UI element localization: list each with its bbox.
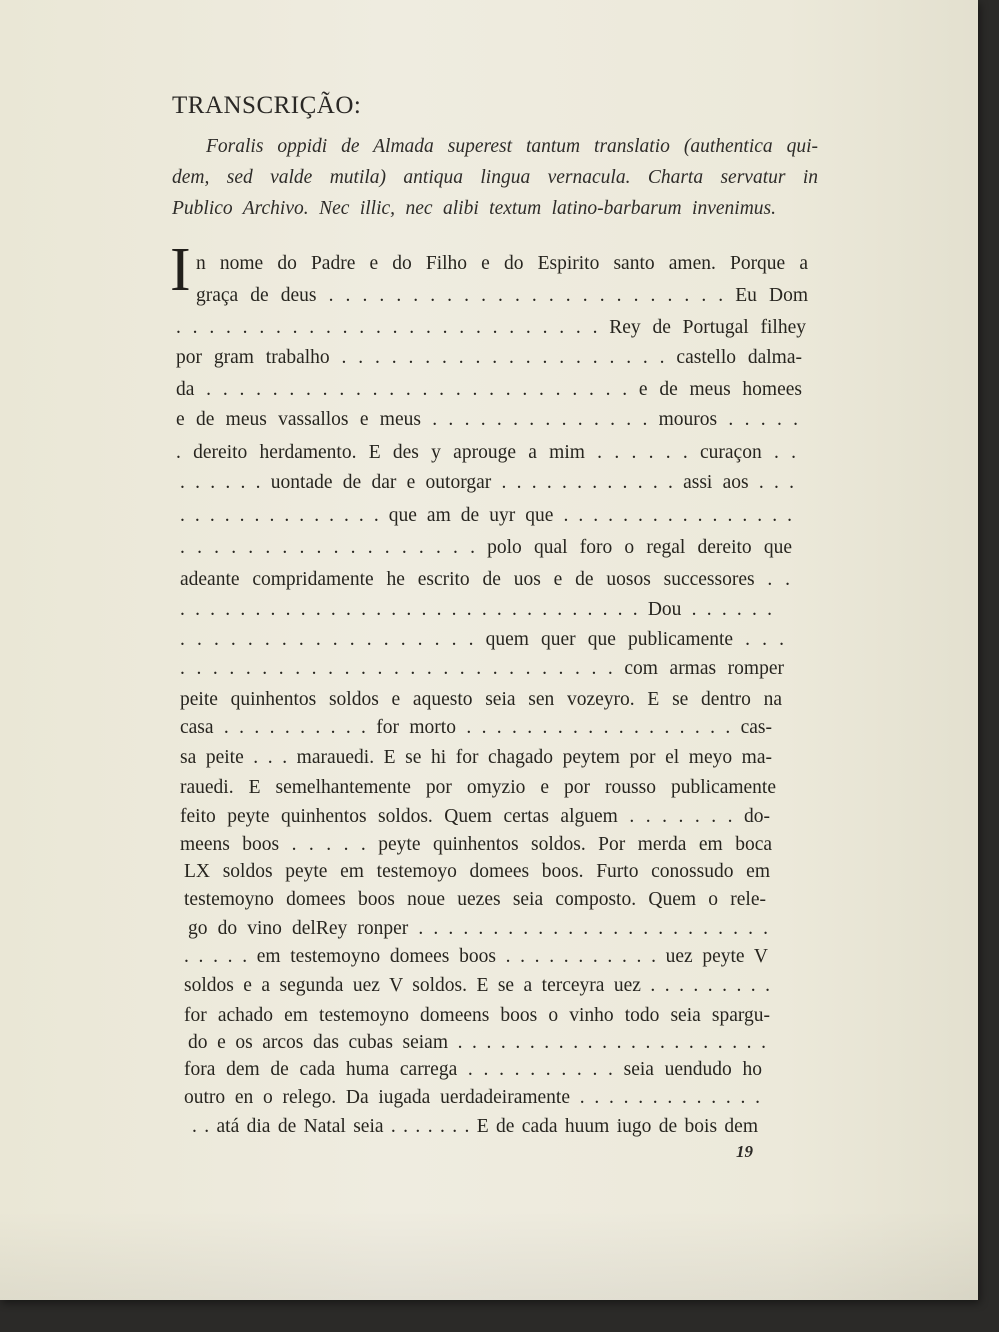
intro-line: Publico Archivo. Nec illic, nec alibi textum latino-barbarum invenimus.: [172, 198, 776, 219]
transcription-line: por gram trabalho . . . . . . . . . . . . . . . . . . . . castello dalma-: [176, 347, 802, 368]
transcription-line: n nome do Padre e do Filho e do Espirito santo amen. Porque a: [196, 253, 808, 274]
transcription-line: adeante compridamente he escrito de uos e de uosos successores . .: [180, 569, 790, 590]
transcription-line: e de meus vassallos e meus . . . . . . . . . . . . . . mouros . . . . .: [176, 409, 798, 430]
transcription-line: rauedi. E semelhantemente por omyzio e por rousso publicamente: [180, 777, 776, 798]
transcription-line: feito peyte quinhentos soldos. Quem certas alguem . . . . . . . do-: [180, 806, 770, 827]
intro-line: dem, sed valde mutila) antiqua lingua vernacula. Charta servatur in: [172, 167, 818, 188]
transcription-line: . . . . . em testemoyno domees boos . . . . . . . . . . . uez peyte V: [184, 946, 768, 967]
transcription-line: do e os arcos das cubas seiam . . . . . . . . . . . . . . . . . . . . . .: [188, 1032, 766, 1053]
transcription-line: . . . . . . . . . . . . . . . . . . . . . . . . . . . com armas romper: [180, 658, 784, 679]
latin-introduction: [172, 136, 822, 229]
transcription-line: graça de deus . . . . . . . . . . . . . . . . . . . . . . . . Eu Dom: [196, 285, 808, 306]
page-number: 19: [736, 1142, 753, 1161]
transcription-line: peite quinhentos soldos e aquesto seia sen vozeyro. E se dentro na: [180, 689, 782, 710]
transcription-line: testemoyno domees boos noue uezes seia composto. Quem o rele-: [184, 889, 766, 910]
transcription-line: go do vino delRey ronper . . . . . . . . . . . . . . . . . . . . . . . .: [188, 918, 768, 939]
transcription-line: da . . . . . . . . . . . . . . . . . . . . . . . . . . e de meus homees: [176, 379, 802, 400]
section-heading: TRANSCRIÇÃO:: [172, 92, 362, 119]
transcription-line: outro en o relego. Da iugada uerdadeiramente . . . . . . . . . . . . .: [184, 1087, 760, 1108]
transcription-line: . . . . . . . . . . . . . . . . . . polo qual foro o regal dereito que: [180, 537, 792, 558]
transcription-line: for achado em testemoyno domeens boos o vinho todo seia spargu-: [184, 1005, 770, 1026]
transcription-line: . . . . . . . . . . . . . . . . . . . . . . . . . . . . . . . Dou . . . . . .: [180, 599, 772, 620]
transcription-line: LX soldos peyte em testemoyo domees boos. Furto conossudo em: [184, 861, 770, 882]
transcription-line: meens boos . . . . . peyte quinhentos soldos. Por merda em boca: [180, 834, 772, 855]
drop-cap: I: [170, 236, 191, 304]
transcription-line: . dereito herdamento. E des y aprouge a mim . . . . . . curaçon . .: [176, 442, 796, 463]
transcription-line: fora dem de cada huma carrega . . . . . . . . . . seia uendudo ho: [184, 1059, 762, 1080]
page-shadow: [0, 1210, 978, 1300]
transcription-line: . . . . . . . . . . . . . . que am de uyr que . . . . . . . . . . . . . . . .: [180, 505, 792, 526]
transcription-line: sa peite . . . marauedi. E se hi for chagado peytem por el meyo ma-: [180, 747, 772, 768]
transcription-line: soldos e a segunda uez V soldos. E se a terceyra uez . . . . . . . . .: [184, 975, 770, 996]
transcription-line: casa . . . . . . . . . . for morto . . . . . . . . . . . . . . . . . . cas-: [180, 717, 772, 738]
transcription-line: . . atá dia de Natal seia . . . . . . . E de cada huum iugo de bois dem: [192, 1116, 758, 1137]
transcription-line: . . . . . . . . . . . . . . . . . . . . . . . . . . Rey de Portugal filhey: [176, 317, 806, 338]
transcription-line: . . . . . . . . . . . . . . . . . . quem quer que publicamente . . .: [180, 629, 784, 650]
intro-line: Foralis oppidi de Almada superest tantum translatio (authentica qui-: [206, 136, 818, 157]
transcription-line: . . . . . . uontade de dar e outorgar . . . . . . . . . . . . assi aos . . .: [180, 472, 794, 493]
